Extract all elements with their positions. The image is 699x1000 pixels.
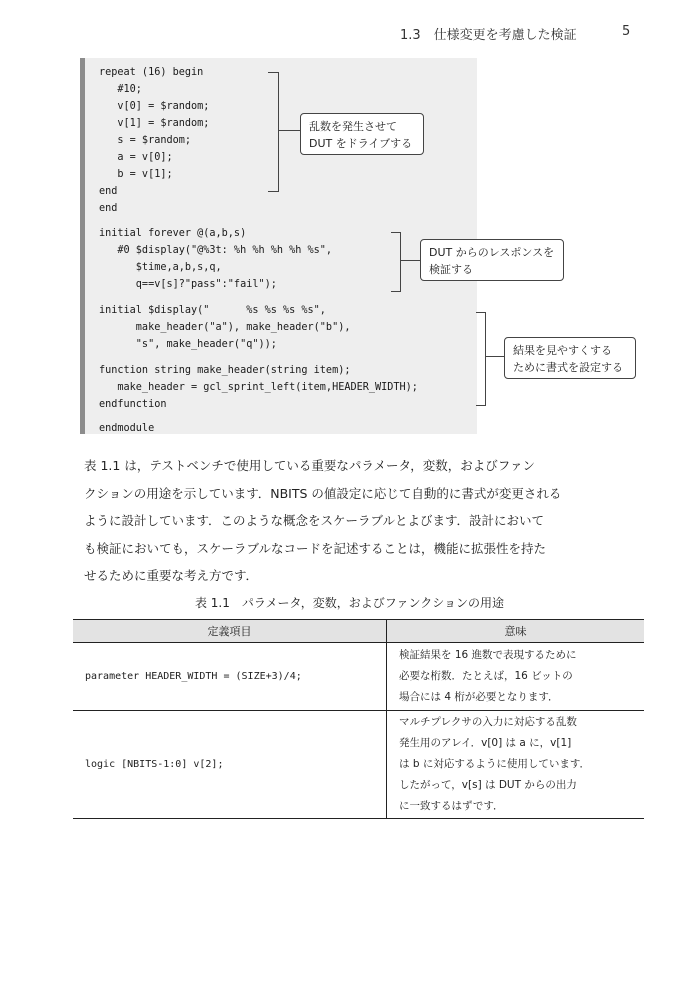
code-function: function string make_header(string item); make_header = gcl_sprint_left(item,HEADER_WIDTH); endfunction xyxy=(99,365,418,410)
meaning-line: 検証結果を 16 進数で表現するために xyxy=(399,649,577,661)
running-header xyxy=(400,24,631,43)
code-end: end xyxy=(99,203,118,214)
bracket-random-connector xyxy=(279,130,300,131)
meaning-line: したがって，v[s] は DUT からの出力 xyxy=(399,779,577,791)
code-initial-forever: initial forever @(a,b,s) #0 $display("@%3t: %h %h %h %h %s", $time,a,b,s,q, q==v[s]?"pass":"fail"); xyxy=(99,228,333,290)
callout-format: 結果を見やすくする ために書式を設定する xyxy=(504,337,636,379)
meaning-line: 必要な桁数．たとえば，16 ビットの xyxy=(399,670,573,682)
bracket-verify-connector xyxy=(401,260,420,261)
callout-random-drive: 乱数を発生させて DUT をドライブする xyxy=(300,113,424,155)
meaning-line: マルチプレクサの入力に対応する乱数 xyxy=(399,716,577,728)
table-row xyxy=(73,643,644,711)
body-paragraph xyxy=(84,452,644,590)
callout-verify-response: DUT からのレスポンスを 検証する xyxy=(420,239,564,281)
meaning-line: に一致するはずです． xyxy=(399,800,504,812)
table-caption: 表 1.1 パラメータ，変数，およびファンクションの用途 xyxy=(194,596,505,610)
column-header-meaning: 意味 xyxy=(387,620,645,643)
paragraph-line: 表 1.1 は，テストベンチで使用している重要なパラメータ，変数，およびファン xyxy=(84,458,535,473)
paragraph-line: せるために重要な考え方です． xyxy=(84,568,259,583)
bracket-verify xyxy=(391,232,401,292)
paragraph-line: ように設計しています．このような概念をスケーラブルとよびます．設計において xyxy=(84,513,545,528)
bracket-format-connector xyxy=(486,356,504,357)
term-cell: logic [NBITS-1:0] v[2]; xyxy=(73,711,387,819)
section-title: 1.3 仕様変更を考慮した検証 xyxy=(400,28,577,43)
table-header-row xyxy=(73,620,644,643)
code-repeat-block: repeat (16) begin #10; v[0] = $random; v[1] = $random; s = $random; a = v[0]; b = v[1]; end xyxy=(99,67,210,197)
paragraph-line: クションの用途を示しています．NBITS の値設定に応じて自動的に書式が変更される xyxy=(84,485,562,501)
meaning-line: は b に対応するように使用しています． xyxy=(399,758,590,770)
meaning-line: 発生用のアレイ．v[0] は a に，v[1] xyxy=(399,737,572,749)
usage-table xyxy=(73,619,644,819)
term-cell: parameter HEADER_WIDTH = (SIZE+3)/4; xyxy=(73,643,387,711)
meaning-line: 場合には 4 桁が必要となります． xyxy=(399,691,559,703)
code-initial-display: initial $display(" %s %s %s %s", make_header("a"), make_header("b"), "s", make_header("q")); xyxy=(99,305,351,350)
code-endmodule: endmodule xyxy=(99,423,155,434)
paragraph-line: も検証においても，スケーラブルなコードを記述することは，機能に拡張性を持た xyxy=(84,540,547,556)
table-row xyxy=(73,711,644,819)
page-number: 5 xyxy=(622,24,631,39)
meaning-cell xyxy=(387,643,645,711)
bracket-format xyxy=(476,312,486,406)
bracket-random xyxy=(268,72,279,192)
column-header-item: 定義項目 xyxy=(73,620,387,643)
meaning-cell xyxy=(387,711,645,819)
